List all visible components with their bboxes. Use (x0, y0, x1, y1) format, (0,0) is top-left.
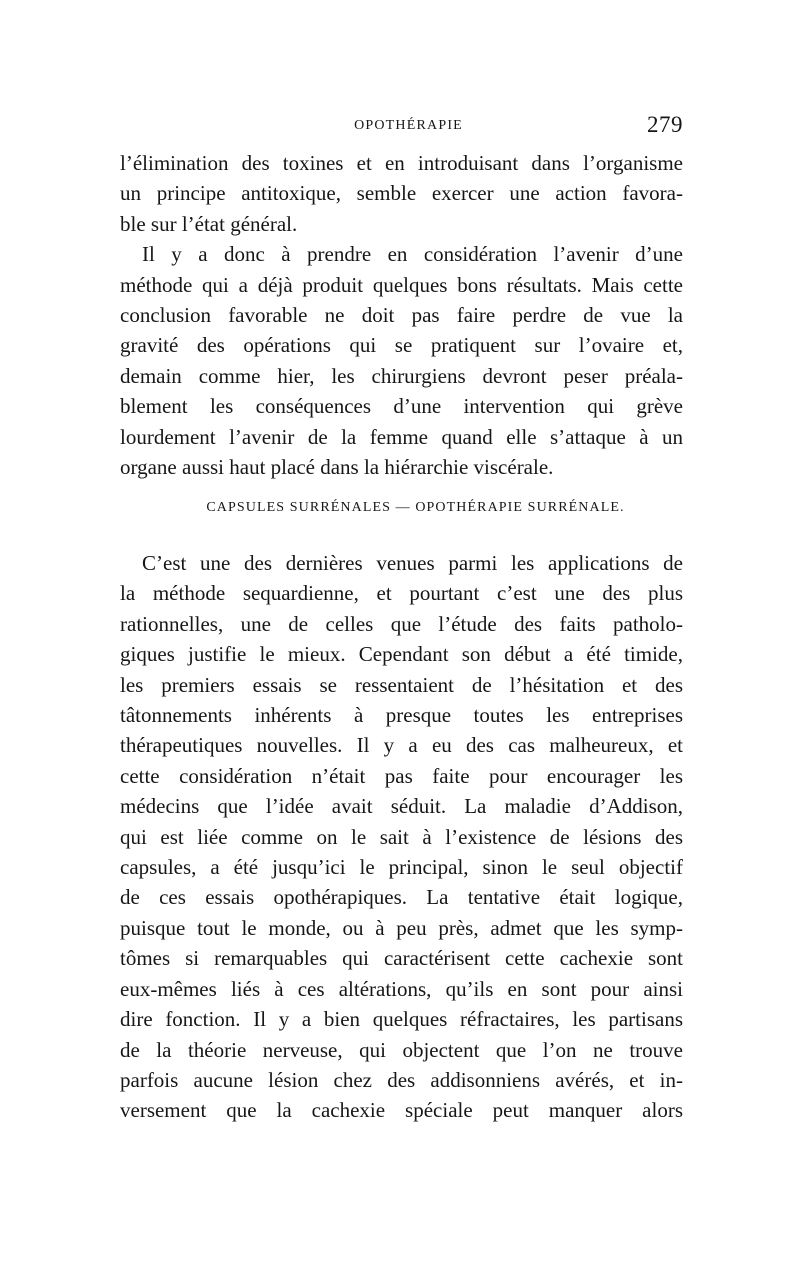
text-line: eux-mêmes liés à ces altérations, qu’ils en sont pour ainsi (120, 976, 683, 1001)
text-line: ble sur l’état général. (120, 211, 298, 236)
text-line: dire fonction. Il y a bien quelques réfractaires, les partisans (120, 1007, 683, 1032)
text-line: tômes si remarquables qui caractérisent cette cachexie sont (120, 946, 683, 971)
text-line: thérapeutiques nouvelles. Il y a eu des cas malheureux, et (120, 733, 683, 758)
text-block-top (120, 148, 683, 482)
text-line: giques justifie le mieux. Cependant son début a été timide, (120, 642, 683, 667)
text-line: qui est liée comme on le sait à l’existence de lésions des (120, 824, 683, 849)
running-head (120, 112, 683, 142)
text-line: l’élimination des toxines et en introduisant dans l’organisme (120, 151, 683, 175)
running-title: OPOTHÉRAPIE (354, 118, 463, 133)
text-line: la méthode sequardienne, et pourtant c’est une des plus (120, 581, 683, 606)
text-line: gravité des opérations qui se pratiquent sur l’ovaire et, (120, 333, 683, 358)
section-heading: CAPSULES SURRÉNALES — OPOTHÉRAPIE SURRÉNALE. (206, 500, 625, 515)
text-line: lourdement l’avenir de la femme quand elle s’attaque à un (120, 424, 683, 449)
text-line: versement que la cachexie spéciale peut manquer alors (120, 1098, 683, 1123)
text-line: de ces essais opothérapiques. La tentative était logique, (120, 885, 683, 910)
text-line: puisque tout le monde, ou à peu près, admet que les symp- (120, 915, 683, 940)
text-line: demain comme hier, les chirurgiens devront peser préala- (120, 363, 683, 388)
text-line: rationnelles, une de celles que l’étude des faits patholo- (120, 611, 683, 636)
text-line: cette considération n’était pas faite pour encourager les (120, 763, 683, 788)
text-line: de la théorie nerveuse, qui objectent que l’on ne trouve (120, 1037, 683, 1062)
text-line: organe aussi haut placé dans la hiérarchie viscérale. (120, 455, 554, 480)
text-line: C’est une des dernières venues parmi les applications de (142, 551, 683, 575)
text-line: capsules, a été jusqu’ici le principal, sinon le seul objectif (120, 855, 683, 880)
text-line: conclusion favorable ne doit pas faire perdre de vue la (120, 303, 683, 328)
text-line: Il y a donc à prendre en considération l’avenir d’une (142, 242, 683, 267)
text-line: médecins que l’idée avait séduit. La maladie d’Addison, (120, 794, 683, 819)
text-line: méthode qui a déjà produit quelques bons résultats. Mais cette (120, 272, 683, 297)
text-line: tâtonnements inhérents à presque toutes les entreprises (120, 703, 683, 728)
text-line: un principe antitoxique, semble exercer une action favora- (120, 181, 683, 206)
page-number: 279 (647, 112, 683, 137)
text-block-bottom (120, 548, 683, 1126)
text-line: parfois aucune lésion chez des addisonniens avérés, et in- (120, 1067, 683, 1092)
text-line: blement les conséquences d’une intervention qui grève (120, 394, 683, 419)
text-line: les premiers essais se ressentaient de l’hésitation et des (120, 672, 683, 697)
